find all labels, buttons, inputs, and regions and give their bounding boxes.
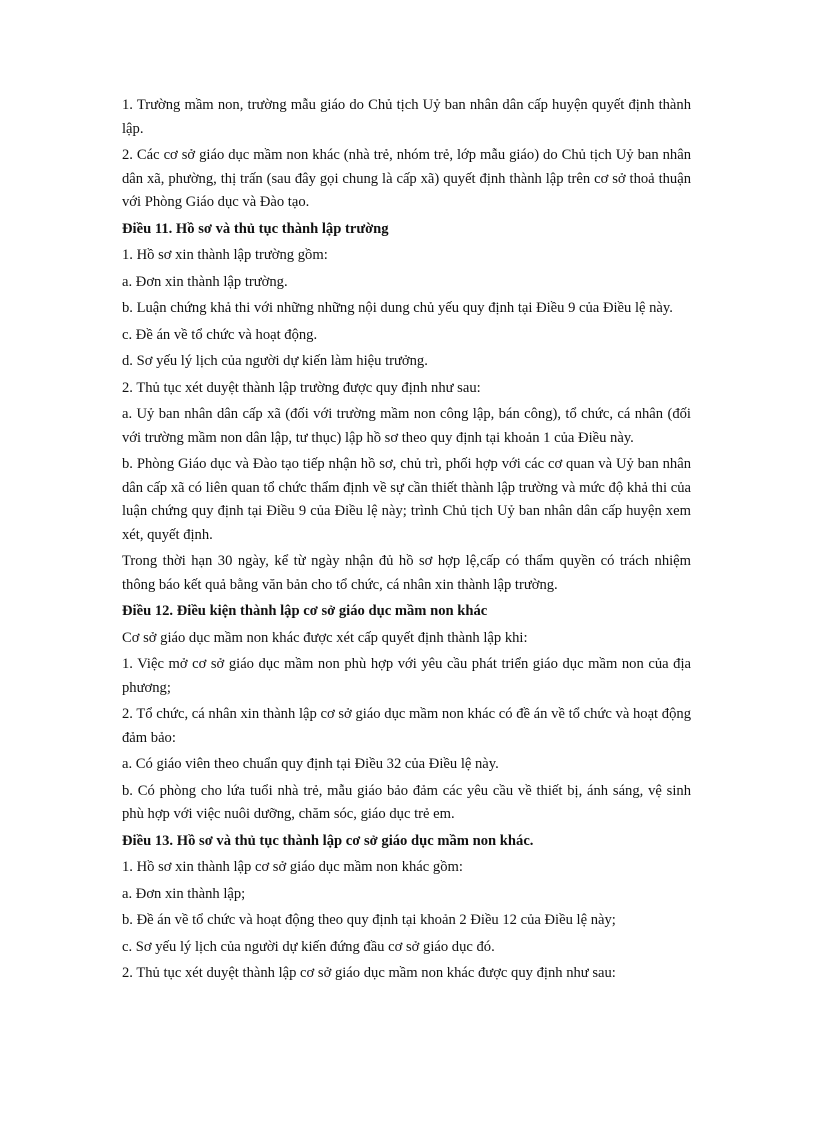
paragraph-3: 1. Hồ sơ xin thành lập trường gồm: bbox=[122, 247, 328, 263]
article-12-heading: Điều 12. Điều kiện thành lập cơ sở giáo dục mầm non khác bbox=[122, 603, 488, 619]
paragraph-4: a. Đơn xin thành lập trường. bbox=[122, 273, 288, 290]
paragraph-11: Trong thời hạn 30 ngày, kể từ ngày nhận đủ hồ sơ hợp lệ,cấp có thẩm quyền có trách nhiệm thông báo kết quả bằng văn bản cho tổ chức, cá nhân xin thành lập trường. bbox=[122, 553, 691, 593]
paragraph-13: 1. Việc mở cơ sở giáo dục mầm non phù hợp với yêu cầu phát triển giáo dục mầm non của địa phương; bbox=[122, 656, 691, 696]
paragraph-2: 2. Các cơ sở giáo dục mầm non khác (nhà trẻ, nhóm trẻ, lớp mẫu giáo) do Chủ tịch Uỷ ban nhân dân xã, phường, thị trấn (sau đây gọi chung là cấp xã) quyết định thành lập trên cơ sở thoả thuận với Phòng Giáo dục và Đào tạo. bbox=[122, 147, 691, 210]
article-13-heading: Điều 13. Hồ sơ và thủ tục thành lập cơ sở giáo dục mầm non khác. bbox=[122, 832, 534, 849]
paragraph-12: Cơ sở giáo dục mầm non khác được xét cấp quyết định thành lập khi: bbox=[122, 629, 528, 646]
paragraph-21: 2. Thủ tục xét duyệt thành lập cơ sở giáo dục mầm non khác được quy định như sau: bbox=[122, 965, 616, 981]
paragraph-9: a. Uỷ ban nhân dân cấp xã (đối với trường mầm non công lập, bán công), tổ chức, cá nhân (đối với trường mầm non dân lập, tư thục) lập hồ sơ theo quy định tại khoản 1 của Điều này. bbox=[122, 406, 691, 446]
paragraph-17: 1. Hồ sơ xin thành lập cơ sở giáo dục mầm non khác gồm: bbox=[122, 859, 463, 875]
document-page bbox=[122, 94, 691, 989]
paragraph-20: c. Sơ yếu lý lịch của người dự kiến đứng đầu cơ sở giáo dục đó. bbox=[122, 938, 495, 955]
paragraph-1: 1. Trường mầm non, trường mẫu giáo do Chủ tịch Uỷ ban nhân dân cấp huyện quyết định thành lập. bbox=[122, 97, 691, 137]
paragraph-18: a. Đơn xin thành lập; bbox=[122, 885, 246, 902]
article-11-heading: Điều 11. Hồ sơ và thủ tục thành lập trường bbox=[122, 220, 389, 237]
paragraph-15: a. Có giáo viên theo chuẩn quy định tại Điều 32 của Điều lệ này. bbox=[122, 756, 499, 772]
paragraph-14: 2. Tổ chức, cá nhân xin thành lập cơ sở giáo dục mầm non khác có đề án về tổ chức và hoạt động đảm bảo: bbox=[122, 706, 691, 746]
paragraph-16: b. Có phòng cho lứa tuổi nhà trẻ, mẫu giáo bảo đảm các yêu cầu về thiết bị, ánh sáng, vệ sinh phù hợp với việc nuôi dưỡng, chăm sóc, giáo dục trẻ em. bbox=[122, 782, 691, 822]
paragraph-5: b. Luận chứng khả thi với những những nội dung chủ yếu quy định tại Điều 9 của Điều lệ này. bbox=[122, 300, 673, 316]
paragraph-6: c. Đề án về tổ chức và hoạt động. bbox=[122, 326, 318, 343]
paragraph-19: b. Đề án về tổ chức và hoạt động theo quy định tại khoản 2 Điều 12 của Điều lệ này; bbox=[122, 912, 616, 928]
paragraph-8: 2. Thủ tục xét duyệt thành lập trường được quy định như sau: bbox=[122, 379, 481, 396]
paragraph-10: b. Phòng Giáo dục và Đào tạo tiếp nhận hồ sơ, chủ trì, phối hợp với các cơ quan và Uỷ ban nhân dân cấp xã có liên quan tổ chức thẩm định về sự cần thiết thành lập trường và mức độ khả thi của luận chứng quy định tại Điều 9 của Điều lệ này; trình Chủ tịch Uỷ ban nhân dân cấp huyện xem xét, quyết định. bbox=[122, 456, 691, 543]
paragraph-7: d. Sơ yếu lý lịch của người dự kiến làm hiệu trưởng. bbox=[122, 353, 428, 369]
